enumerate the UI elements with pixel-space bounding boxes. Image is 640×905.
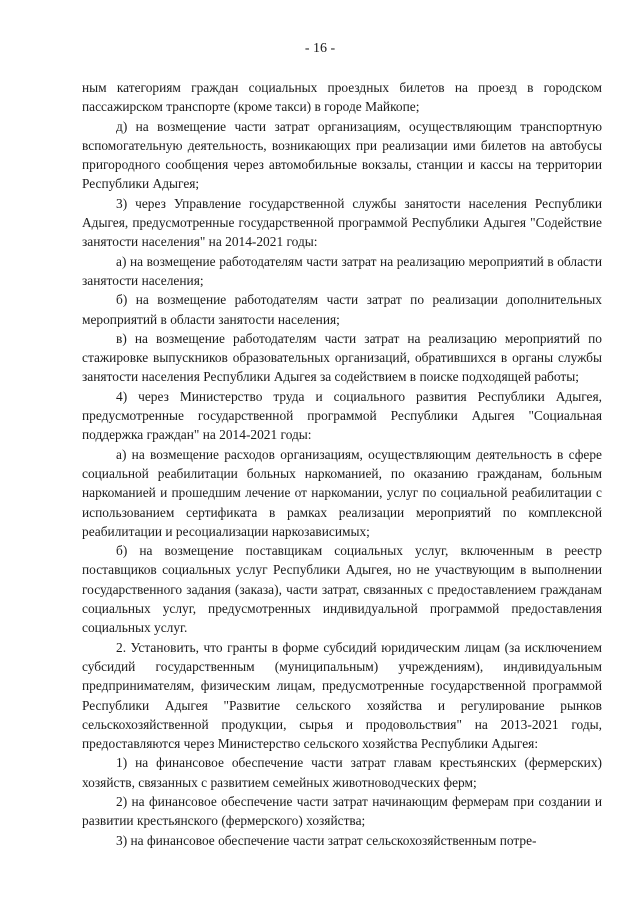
page-number: - 16 -: [304, 41, 336, 56]
paragraph-12: 2) на финансовое обеспечение части затрат начинающим фермерам при создании и развитии крестьянского (фермерского) хозяйства;: [82, 793, 602, 829]
paragraph-11: 1) на финансовое обеспечение части затрат главам крестьянских (фермерских) хозяйств, связанных с развитием семейных животноводческих ферм;: [82, 755, 602, 790]
paragraph-10: 2. Установить, что гранты в форме субсидий юридическим лицам (за исключением субсидий государственным (муниципальным) учреждениям), индивидуальным предпринимателям, физическим лицам, предусмотренные государственной программой Республики Адыгея "Развитие сельского хозяйства и регулирование рынков сельскохозяйственной продукции, сырья и продовольствия" на 2013-2021 годы, предоставляются через Министерство сельского хозяйства Республики Адыгея:: [82, 639, 602, 752]
document-body: [82, 78, 602, 850]
paragraph-8: а) на возмещение расходов организациям, осуществляющим деятельность в сфере социальной реабилитации больных наркоманией, по оказанию гражданам, больным наркоманией и прошедшим лечение от наркомании, услуг по социальной реабилитации с использованием сертификата в рамках реализации мероприятий по комплексной реабилитации и ресоциализации наркозависимых;: [82, 446, 602, 539]
paragraph-13: 3) на финансовое обеспечение части затрат сельскохозяйственным потре-: [116, 832, 537, 848]
paragraph-5: б) на возмещение работодателям части затрат по реализации дополнительных мероприятий в области занятости населения;: [82, 292, 602, 327]
paragraph-4: а) на возмещение работодателям части затрат на реализацию мероприятий в области занятости населения;: [82, 253, 602, 288]
paragraph-6: в) на возмещение работодателям части затрат на реализацию мероприятий по стажировке выпускников образовательных организаций, обратившихся в органы службы занятости населения Республики Адыгея за содействием в поиске подходящей работы;: [82, 330, 602, 385]
paragraph-2: д) на возмещение части затрат организациям, осуществляющим транспортную вспомогательную деятельность, возникающих при реализации ими билетов на автобусы пригородного сообщения через автомобильные вокзалы, станции и кассы на территории Республики Адыгея;: [82, 118, 602, 192]
paragraph-7: 4) через Министерство труда и социального развития Республики Адыгея, предусмотренные государственной программой Республики Адыгея "Социальная поддержка граждан" на 2014-2021 годы:: [82, 388, 602, 443]
paragraph-9: б) на возмещение поставщикам социальных услуг, включенным в реестр поставщиков социальных услуг Республики Адыгея, но не участвующим в выполнении государственного задания (заказа), части затрат, связанных с предоставлением гражданам социальных услуг, предусмотренных индивидуальной программой предоставления социальных услуг.: [82, 543, 602, 636]
paragraph-1: ным категориям граждан социальных проездных билетов на проезд в городском пассажирском транспорте (кроме такси) в городе Майкопе;: [82, 80, 602, 115]
paragraph-3: 3) через Управление государственной службы занятости населения Республики Адыгея, предусмотренные государственной программой Республики Адыгея "Содействие занятости населения" на 2014-2021 годы:: [82, 195, 602, 250]
